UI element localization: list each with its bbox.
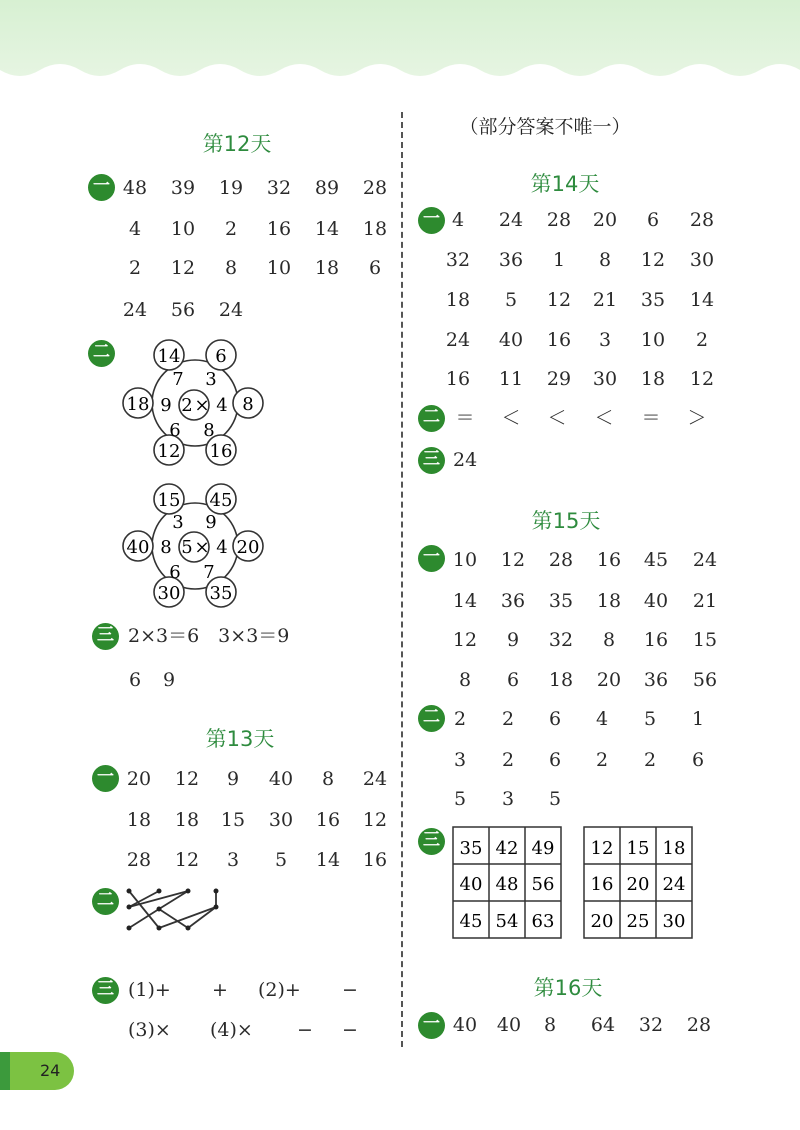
answer-number: 16 [596,549,622,571]
answer-number: 5 [548,788,562,810]
answer-number: 14 [689,289,715,311]
answer-number: 8 [543,1014,557,1036]
answer-number: 2 [595,749,609,771]
answer-number: ＜ [501,407,521,429]
answer-number: ＜ [547,407,567,429]
answer-number: 11 [498,368,524,390]
grid-cell: 40 [459,874,483,895]
petal: 30 [157,583,181,604]
answer-number: 8 [602,629,616,651]
answer-number: 2 [128,257,142,279]
petal: 12 [157,441,181,462]
answer-number: 6 [548,708,562,730]
center-operator: × [194,395,210,416]
grid-cell: 35 [459,838,483,859]
answer-number: 89 [314,177,340,199]
answer-number: 14 [314,218,340,240]
answer: (2)+ [258,979,301,1001]
answer-number: 8 [598,249,612,271]
answer-number: 6 [691,749,705,771]
answer-number: 9 [506,629,520,651]
answer-number: 24 [122,299,148,321]
answer-number: 12 [640,249,666,271]
grid-cell: 16 [590,874,614,895]
matching-lines [122,885,232,935]
answer: (3)× [128,1019,171,1041]
answer-number: 16 [315,809,341,831]
petal: 15 [157,490,181,511]
answer-number: 28 [126,849,152,871]
answer-number: 10 [640,329,666,351]
section-badge-3: 三 [92,623,119,650]
answer-number: 2 [643,749,657,771]
answer-number: 15 [220,809,246,831]
ring-number: 9 [205,512,217,533]
answer-number: 36 [500,590,526,612]
answer-number: 3 [453,749,467,771]
answer-number: 6 [548,749,562,771]
answer-number: 5 [453,788,467,810]
petal: 18 [126,394,150,415]
section-badge-1: 一 [92,765,119,792]
grid-cell: 20 [590,911,614,932]
answer-number: 15 [692,629,718,651]
answer: (4)× [210,1019,253,1041]
ring-number: 3 [205,369,217,390]
day16-title: 第16天 [533,976,603,1000]
flower-diagram-2 [110,480,280,615]
answer-number: 36 [643,669,669,691]
answer-number: 16 [445,368,471,390]
answer-number: ＜ [594,407,614,429]
column-divider [401,112,403,1047]
ring-number: 7 [203,562,215,583]
answer-number: 3 [501,788,515,810]
ring-number: 8 [160,537,172,558]
answer-number: ＝ [641,407,661,429]
answer-number: 40 [498,329,524,351]
answer: − [297,1019,313,1041]
section-badge-3: 三 [418,447,445,474]
section-badge-1: 一 [418,1012,445,1039]
answer-number: 16 [362,849,388,871]
answer-number: 5 [643,708,657,730]
ring-number: 9 [160,395,172,416]
page-edge-stripe [0,1052,10,1090]
answer-number: 18 [174,809,200,831]
answer-number: 64 [590,1014,616,1036]
petal: 45 [209,490,233,511]
answer-number: 3 [226,849,240,871]
day14-title: 第14天 [530,172,600,196]
answer-number: 10 [170,218,196,240]
section-badge-2: 二 [92,888,119,915]
petal: 16 [209,441,233,462]
answer-number: 12 [174,768,200,790]
answer-number: 6 [506,669,520,691]
answer-number: 1 [691,708,705,730]
answer-number: 21 [692,590,718,612]
answer-number: 28 [362,177,388,199]
answer-number: 4 [595,708,609,730]
answer-number: 40 [452,1014,478,1036]
answer-number: 12 [546,289,572,311]
answer-number: 10 [452,549,478,571]
grid-cell: 63 [531,911,555,932]
answer-number: 18 [445,289,471,311]
answer-number: 24 [692,549,718,571]
header-band [0,0,800,95]
center-number: 2 [181,395,193,416]
day15-title: 第15天 [531,509,601,533]
answer-number: 14 [452,590,478,612]
answer-number: 18 [314,257,340,279]
grid-cell: 49 [531,838,555,859]
answer-number: 28 [686,1014,712,1036]
answer-number: 9 [226,768,240,790]
answer-number: 12 [689,368,715,390]
answer-number: 30 [592,368,618,390]
answer-number: ＞ [687,407,707,429]
answer: 6 [128,669,142,691]
answer-number: 5 [274,849,288,871]
answer-number: 56 [170,299,196,321]
answer-number: 24 [445,329,471,351]
answer-number: 18 [596,590,622,612]
answer-number: 16 [266,218,292,240]
answer-number: 12 [362,809,388,831]
section-badge-2: 二 [88,340,115,367]
day12-title: 第12天 [202,132,272,156]
flower-diagram-1 [110,335,280,470]
answer-number: 8 [458,669,472,691]
answer-number: 30 [689,249,715,271]
page-number-tab [0,1052,74,1090]
grid-cell: 25 [626,911,650,932]
grid-cell: 56 [531,874,555,895]
answer-number: 5 [504,289,518,311]
grid-cell: 42 [495,838,519,859]
answer-number: 32 [445,249,471,271]
grid-cell: 15 [626,838,650,859]
ring-number: 8 [203,420,215,441]
section-badge-2: 二 [418,705,445,732]
answer-number: 14 [315,849,341,871]
petal: 20 [236,537,260,558]
answer: (1)+ [128,979,171,1001]
answer: − [342,1019,358,1041]
grid-cell: 18 [662,838,686,859]
petal: 40 [126,537,150,558]
section-badge-1: 一 [418,207,445,234]
section-badge-1: 一 [88,174,115,201]
grid-cell: 12 [590,838,614,859]
answer-number: 28 [546,209,572,231]
grid-cell: 24 [662,874,686,895]
center-number: 5 [181,537,193,558]
answer: 9 [162,669,176,691]
petal: 35 [209,583,233,604]
answer-number: 36 [498,249,524,271]
answer-number: 20 [592,209,618,231]
answer-number: 45 [643,549,669,571]
ring-number: 4 [216,537,228,558]
petal: 14 [157,346,181,367]
ring-number: 6 [169,420,181,441]
answer-number: 20 [126,768,152,790]
answer-number: 4 [451,209,465,231]
answer-number: 30 [268,809,294,831]
answer-number: 2 [501,749,515,771]
answer-number: 2 [695,329,709,351]
answer-number: 1 [552,249,566,271]
answer-number: 12 [170,257,196,279]
number-grid-1 [452,826,564,940]
answer-number: 2 [501,708,515,730]
answer-number: 28 [689,209,715,231]
grid-cell: 30 [662,911,686,932]
day14-part3-answer: 24 [453,449,478,471]
answer-number: 12 [500,549,526,571]
answer-number: 8 [224,257,238,279]
grid-cell: 45 [459,911,483,932]
grid-cell: 48 [495,874,519,895]
grid-cell: 20 [626,874,650,895]
answer-number: 12 [174,849,200,871]
answer-number: 35 [548,590,574,612]
answer-number: 24 [362,768,388,790]
answer-number: 40 [268,768,294,790]
answer-number: 16 [546,329,572,351]
section-badge-3: 三 [92,977,119,1004]
section-badge-1: 一 [418,545,445,572]
answer-number: 18 [548,669,574,691]
answer-number: 28 [548,549,574,571]
ring-number: 3 [172,512,184,533]
answer: + [212,979,228,1001]
answer-number: 19 [218,177,244,199]
answer-number: 32 [638,1014,664,1036]
petal: 6 [215,346,227,367]
section-badge-2: 二 [418,405,445,432]
answer-number: 4 [128,218,142,240]
ring-number: 4 [216,395,228,416]
answer-number: 6 [368,257,382,279]
answer-number: 39 [170,177,196,199]
day12-part3-line1: 2×3＝6 3×3＝9 [128,625,290,647]
answer-number: 2 [224,218,238,240]
answer-number: 10 [266,257,292,279]
answer-number: 40 [643,590,669,612]
answer-number: 2 [453,708,467,730]
day13-title: 第13天 [205,727,275,751]
answer-number: 21 [592,289,618,311]
answer-number: 16 [643,629,669,651]
answer-number: 8 [321,768,335,790]
answer-number: 6 [646,209,660,231]
section-badge-3: 三 [418,828,445,855]
ring-number: 6 [169,562,181,583]
answer-number: 29 [546,368,572,390]
answer-number: 35 [640,289,666,311]
answer-number: 18 [362,218,388,240]
answer-note: （部分答案不唯一） [459,116,631,138]
answer-number: 18 [640,368,666,390]
answer-number: 20 [596,669,622,691]
answer-number: 32 [266,177,292,199]
answer-number: 24 [218,299,244,321]
page-number: 24 [40,1061,61,1080]
answer: − [342,979,358,1001]
answer-number: 18 [126,809,152,831]
answer-number: 48 [122,177,148,199]
center-operator: × [194,537,210,558]
petal: 8 [242,394,254,415]
answer-number: ＝ [455,407,475,429]
answer-number: 12 [452,629,478,651]
number-grid-2 [583,826,695,940]
answer-number: 40 [496,1014,522,1036]
grid-cell: 54 [495,911,519,932]
ring-number: 7 [172,369,184,390]
answer-number: 3 [598,329,612,351]
answer-number: 56 [692,669,718,691]
answer-number: 32 [548,629,574,651]
answer-number: 24 [498,209,524,231]
